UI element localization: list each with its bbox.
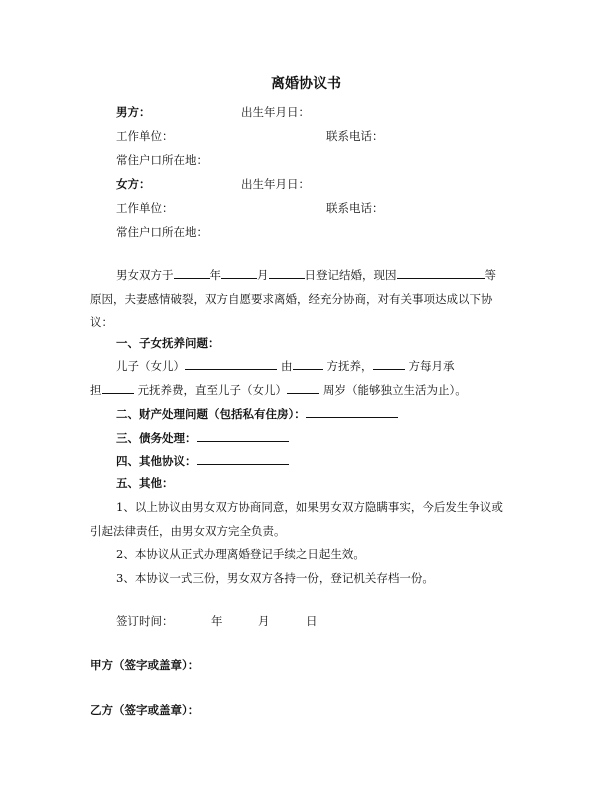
male-residence-label: 常住户口所在地： <box>116 153 208 167</box>
female-label: 女方： <box>116 177 151 191</box>
intro-line-3: 议： <box>90 315 113 329</box>
party-a-signature-label: 甲方（签字或盖章）： <box>90 658 200 672</box>
female-work-label: 工作单位： <box>116 201 174 215</box>
intro-line-1 <box>116 266 496 283</box>
signing-day: 日 <box>306 614 318 628</box>
marriage-year-blank[interactable] <box>174 266 210 279</box>
child-label: 儿子（女儿） <box>116 359 185 373</box>
female-residence-label: 常住户口所在地： <box>116 225 208 239</box>
male-phone-label: 联系电话： <box>326 129 384 143</box>
male-work-label: 工作单位： <box>116 129 174 143</box>
custody-party-blank[interactable] <box>293 357 323 370</box>
section-1-line-1 <box>116 357 455 374</box>
page-title: 离婚协议书 <box>271 76 341 92</box>
intro-text-1: 男女双方于 <box>116 268 174 282</box>
section-5-item-2: 2、本协议从正式办理离婚登记手续之日起生效。 <box>116 547 365 561</box>
section-4-label: 四、其他协议： <box>116 454 197 468</box>
intro-text-2: 日登记结婚，现因 <box>304 268 397 282</box>
intro-month: 月 <box>257 268 269 282</box>
support-text: 元抚养费，直至儿子（女儿） <box>137 383 287 397</box>
debt-blank[interactable] <box>197 429 289 442</box>
marriage-day-blank[interactable] <box>269 266 305 279</box>
monthly-text: 方每月承 <box>408 359 455 373</box>
bear-text: 担 <box>90 383 102 397</box>
male-birth-label: 出生年月日： <box>241 105 310 119</box>
section-5-item-3: 3、本协议一式三份，男女双方各持一份，登记机关存档一份。 <box>116 571 434 585</box>
signing-month: 月 <box>258 614 270 628</box>
marriage-month-blank[interactable] <box>221 266 257 279</box>
section-1-line-2 <box>90 381 467 398</box>
female-phone-label: 联系电话： <box>326 201 384 215</box>
intro-line-2: 原因，夫妻感情破裂，双方自愿要求离婚，经充分协商，对有关事项达成以下协 <box>90 292 493 306</box>
section-1-heading: 一、子女抚养问题： <box>116 336 220 350</box>
support-amount-blank[interactable] <box>102 381 134 394</box>
section-4-heading <box>116 452 289 469</box>
section-3-label: 三、债务处理： <box>116 431 197 445</box>
section-3-heading <box>116 429 289 446</box>
child-name-blank[interactable] <box>185 357 277 370</box>
by-text: 由 <box>281 359 293 373</box>
section-5-heading: 五、其他： <box>116 476 174 490</box>
intro-year: 年 <box>209 268 221 282</box>
section-5-item-1-line-2: 引起法律责任，由男女双方完全负责。 <box>90 524 286 538</box>
signing-year: 年 <box>211 614 223 628</box>
custody-text: 方抚养， <box>326 359 373 373</box>
age-blank[interactable] <box>287 381 319 394</box>
section-5-item-1-line-1: 1、以上协议由男女双方协商同意，如果男女双方隐瞒事实，今后发生争议或 <box>116 500 503 514</box>
female-birth-label: 出生年月日： <box>241 177 310 191</box>
section-2-heading <box>116 405 398 422</box>
intro-text-3: 等 <box>484 268 496 282</box>
section-2-label: 二、财产处理问题（包括私有住房）： <box>116 407 306 421</box>
male-label: 男方： <box>116 105 151 119</box>
signing-label: 签订时间： <box>116 614 174 628</box>
other-agreement-blank[interactable] <box>197 452 289 465</box>
payer-party-blank[interactable] <box>373 357 405 370</box>
age-text: 周岁（能够独立生活为止）。 <box>323 383 467 397</box>
reason-blank[interactable] <box>397 266 485 279</box>
party-b-signature-label: 乙方（签字或盖章）： <box>90 703 200 717</box>
property-blank[interactable] <box>306 405 398 418</box>
